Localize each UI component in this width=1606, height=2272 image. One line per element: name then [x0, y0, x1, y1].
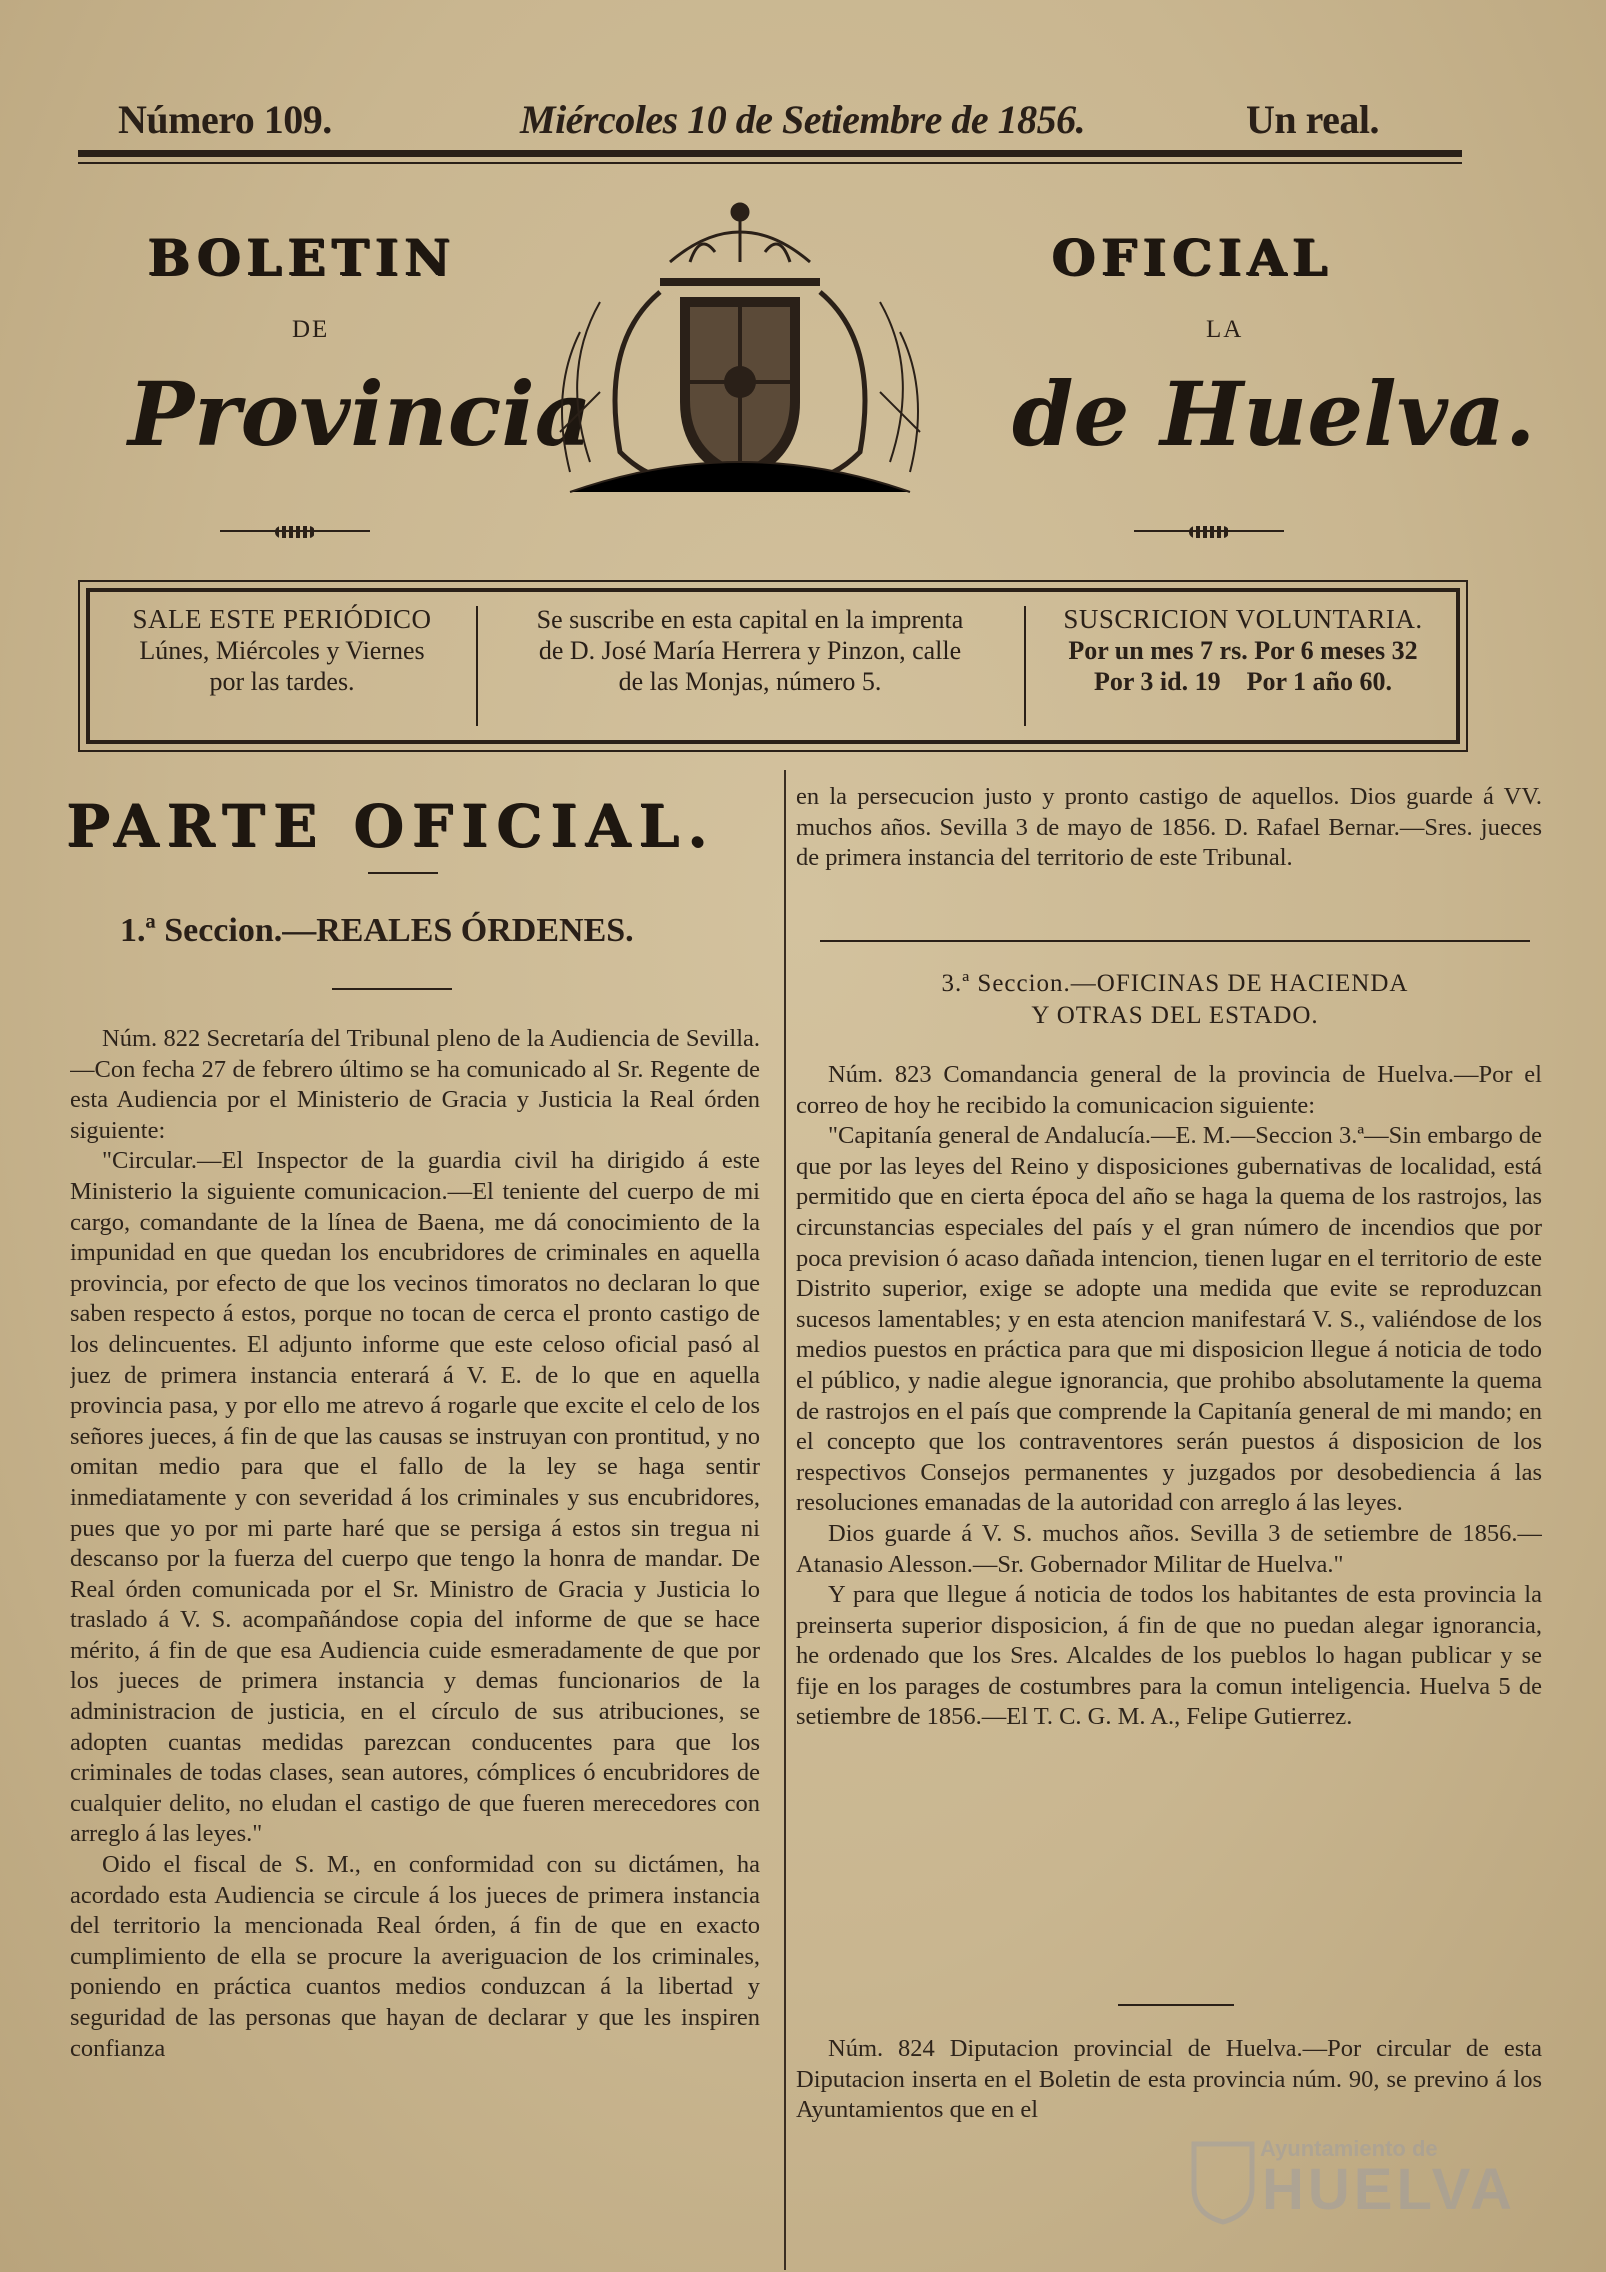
box-prices-title: SUSCRICION VOLUNTARIA. [1063, 604, 1423, 634]
issue-date: Miércoles 10 de Setiembre de 1856. [520, 97, 1086, 142]
title-huelva: de Huelva. [1012, 362, 1536, 466]
title-de: DE [292, 316, 330, 343]
right-column-text [796, 1060, 1542, 1980]
article-824-intro: Núm. 824 Diputacion provincial de Huelva.—Por circular de esta Diputacion inserta en el Boletin de esta provincia núm. 90, se previno á los Ayuntamientos que en el [796, 2035, 1542, 2124]
article-823-intro: Núm. 823 Comandancia general de la provincia de Huelva.—Por el correo de hoy he recibido la comunicacion siguiente: [796, 1061, 1542, 1119]
top-rule-thin [78, 162, 1462, 164]
parte-oficial-heading: PARTE OFICIAL. [66, 792, 716, 860]
watermark-line2: HUELVA [1262, 2157, 1516, 2222]
subscription-box [86, 588, 1460, 744]
box-address-line3: de las Monjas, número 5. [618, 667, 882, 696]
ornament-parte [368, 872, 438, 874]
box-col-prices [1030, 592, 1456, 740]
box-col-schedule [90, 592, 474, 740]
right-column-824 [796, 2034, 1542, 2130]
ornament-seccion-1 [332, 988, 452, 990]
article-823-order: Y para que llegue á noticia de todos los habitantes de esta provincia la preinserta superior disposicion, á fin de que no puedan alegar ignorancia, he ordenado que los Sres. Alcaldes de los pueblos lo hagan publicar y se fije en los parages de costumbres para la comun inteligencia. Huelva 5 de setiembre de 1856.—El T. C. G. M. A., Felipe Gutierrez. [796, 1581, 1542, 1731]
ornament-left [220, 530, 370, 532]
title-provincia: Provincia [128, 362, 592, 466]
title-oficial: OFICIAL [1052, 228, 1334, 287]
seccion-3-line2: Y OTRAS DEL ESTADO. [1031, 1002, 1319, 1029]
right-column-continuation [796, 782, 1542, 912]
article-822-circular: "Circular.—El Inspector de la guardia civil ha dirigido á este Ministerio la siguiente comunicacion.—El teniente del cuerpo de mi cargo, comandante de la línea de Baena, me dá conocimiento de la impunidad en que quedan los encubridores de criminales en aquella provincia, por efecto de que los vecinos timoratos no declaran lo que saben respecto á estos, porque no tocan de cerca el pronto castigo de los delincuentes. El adjunto informe que este celoso oficial pasó al juez de primera instancia enterará á V. E. de lo que en aquella provincia pasa, y por ello me atrevo á rogarle que excite el celo de los señores jueces, á fin de que las causas se instruyan con prontitud, y no omitan medio para que el fallo de la ley se haga sentir inmediatamente y con severidad á los criminales y sus encubridores, pues que yo por mi parte haré que se persiga á estos sin tregua ni descanso por la fuerza del cuerpo que tengo la honra de mandar. De Real órden comunicada por el Sr. Ministro de Gracia y Justicia lo traslado á V. S. acompañándose copia del informe de que se hace mérito, á fin de que esa Audiencia cuide esmeradamente de que por los jueces de primera instancia y demas funcionarios de la administracion de justicia, en el círculo de sus atribuciones, se adopten cuantas medidas parezcan conducentes para que los criminales de todas clases, sean autores, cómplices ó encubridores de cualquier delito, no eludan el castigo de que fueren merecedores con arreglo á las leyes." [70, 1147, 760, 1848]
box-prices-line2: Por 3 id. 19 Por 1 año 60. [1093, 667, 1393, 696]
box-divider-2 [1024, 606, 1026, 726]
column-divider [784, 770, 786, 2270]
watermark-line1: Ayuntamiento de [1260, 2136, 1438, 2161]
title-la: LA [1206, 316, 1244, 343]
box-prices-line1: Por un mes 7 rs. Por 6 meses 32 [1068, 636, 1418, 665]
box-schedule-title: SALE ESTE PERIÓDICO [132, 604, 432, 634]
article-822-continuation: en la persecucion justo y pronto castigo de aquellos. Dios guarde á VV. muchos años. Sevilla 3 de mayo de 1856. D. Rafael Bernar.—Sres. jueces de primera instancia del territorio de este Tribunal. [796, 783, 1542, 872]
box-address-line2: de D. José María Herrera y Pinzon, calle [538, 636, 962, 665]
box-col-address [482, 592, 1018, 740]
box-address-line1: Se suscribe en esta capital en la imprenta [536, 605, 964, 634]
box-divider-1 [476, 606, 478, 726]
title-boletin: BOLETIN [148, 228, 457, 287]
article-822-intro: Núm. 822 Secretaría del Tribunal pleno de la Audiencia de Sevilla.—Con fecha 27 de febrero último se ha comunicado al Sr. Regente de esta Audiencia por el Ministerio de Gracia y Justicia la Real órden siguiente: [70, 1025, 760, 1144]
article-823-body: "Capitanía general de Andalucía.—E. M.—Seccion 3.ª—Sin embargo de que por las leyes del Reino y disposiciones gubernativas de localidad, está permitido que en cierta época del año se haga la quema de los rastrojos, las circunstancias especiales del país y el gran número de incendios que por poca prevision ó acaso dañada intencion, tienen lugar en el territorio de este Distrito superior, exige se adopte una medida que evite se reproduzcan sucesos lamentables; y en esta atencion manifestará V. S., valiéndose de los medios puestos en práctica para que mi disposicion llegue á noticia de todo el público, y nadie alegue ignorancia, que prohibo absolutamente la quema de rastrojos en el país que comprende la Capitanía general de mi mando; en el concepto que los contraventores serán puestos á disposicion de los respectivos Consejos permanentes y juzgados por desobediencia á las resoluciones emanadas de la autoridad con arreglo á las leyes. [796, 1122, 1542, 1517]
seccion-3-line1: 3.ª Seccion.—OFICINAS DE HACIENDA [941, 970, 1409, 997]
rule-before-seccion-3 [820, 940, 1530, 942]
box-schedule-line1: Lúnes, Miércoles y Viernes [139, 636, 425, 665]
top-rule [78, 150, 1462, 157]
rule-before-824 [1118, 2004, 1234, 2006]
seccion-3-heading [820, 968, 1530, 1032]
ornament-right [1134, 530, 1284, 532]
coat-of-arms-icon [540, 192, 940, 504]
issue-price: Un real. [1246, 97, 1380, 142]
issue-number: Número 109. [118, 97, 332, 142]
left-column-text [70, 1024, 760, 2258]
seccion-1-heading: 1.ª Seccion.—REALES ÓRDENES. [120, 912, 634, 949]
watermark-shield-icon [1190, 2140, 1256, 2226]
box-schedule-line2: por las tardes. [209, 667, 355, 696]
article-823-signature: Dios guarde á V. S. muchos años. Sevilla 3 de setiembre de 1856.—Atanasio Alesson.—Sr. Gobernador Militar de Huelva." [796, 1519, 1542, 1578]
article-822-resolution: Oido el fiscal de S. M., en conformidad con su dictámen, ha acordado esta Audiencia se circule á los jueces de primera instancia del territorio la mencionada Real órden, á fin de que en exacto cumplimiento de ella se procure la averiguacion de los criminales, poniendo en práctica cuantos medios conduzcan á la libertad y seguridad de las personas que hayan de declarar y que les inspiren confianza [70, 1851, 760, 2062]
